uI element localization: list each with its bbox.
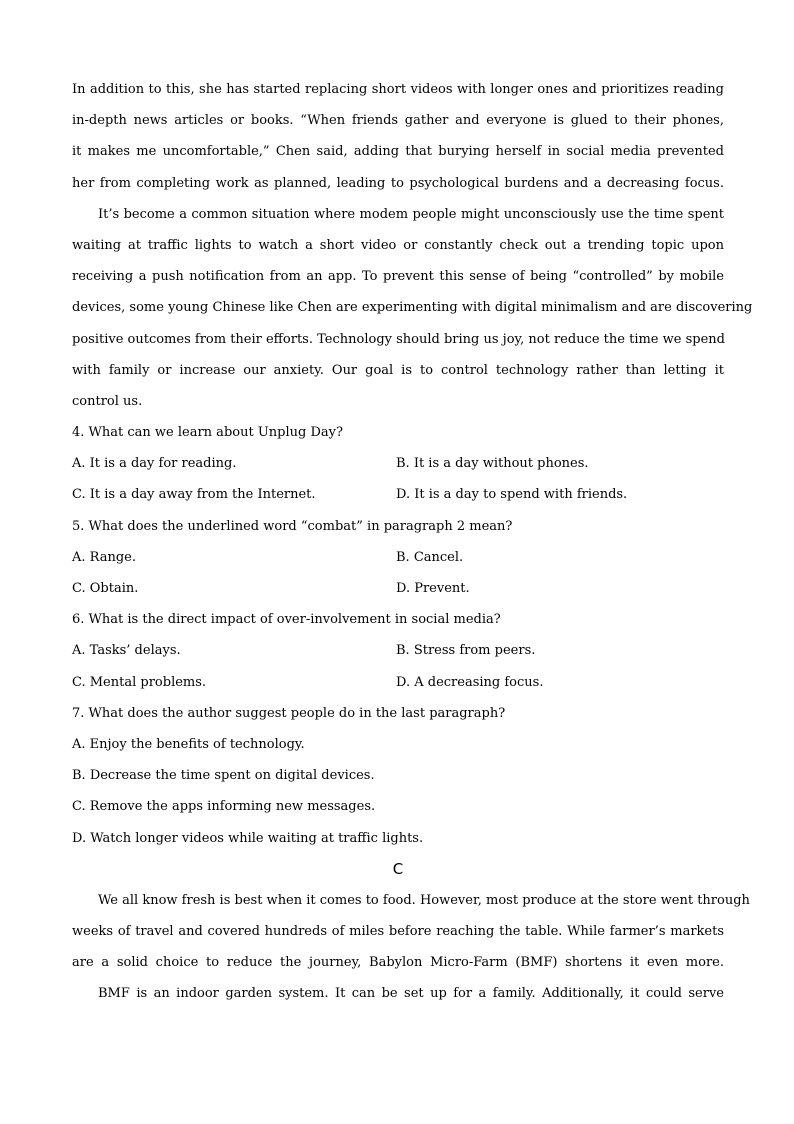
option-a: A. Range. <box>72 549 137 565</box>
text-line: BMF is an indoor garden system. It can be set up for a family. Additionally, it could serve <box>98 986 724 1002</box>
option-row <box>72 667 724 698</box>
text-line: in-depth news articles or books. “When friends gather and everyone is glued to their phones, <box>72 113 724 129</box>
passage-b-paragraph-2 <box>72 199 753 417</box>
passage-c-paragraph-1 <box>72 885 750 979</box>
text-line: control us. <box>72 393 143 409</box>
text-line: her from completing work as planned, leading to psychological burdens and a decreasing focus. <box>72 175 724 191</box>
text-line: positive outcomes from their efforts. Technology should bring us joy, not reduce the time we spend <box>72 331 725 347</box>
question-5 <box>72 511 724 605</box>
option-c: C. Mental problems. <box>72 674 207 690</box>
question-stem: 4. What can we learn about Unplug Day? <box>72 425 343 441</box>
text-line: with family or increase our anxiety. Our goal is to control technology rather than letting it <box>72 362 724 378</box>
option-b: B. It is a day without phones. <box>396 456 589 472</box>
question-4 <box>72 417 724 511</box>
option-d: D. It is a day to spend with friends. <box>396 487 628 503</box>
exam-page <box>72 74 753 1010</box>
passage-b-paragraph-1 <box>72 74 724 199</box>
option-d: D. Prevent. <box>396 581 470 596</box>
text-line: receiving a push notification from an app. To prevent this sense of being “controlled” by mobile <box>72 269 724 285</box>
question-7 <box>72 698 724 854</box>
option-row <box>72 479 724 510</box>
question-stem: 6. What is the direct impact of over-involvement in social media? <box>72 612 501 628</box>
option-row <box>72 542 724 573</box>
option-b: B. Cancel. <box>396 549 464 565</box>
option-row <box>72 573 724 604</box>
text-line: weeks of travel and covered hundreds of miles before reaching the table. While farmer’s markets <box>72 924 724 940</box>
option-c: C. It is a day away from the Internet. <box>72 487 316 503</box>
text-line: It’s become a common situation where modem people might unconsciously use the time spent <box>98 206 724 222</box>
text-line: In addition to this, she has started replacing short videos with longer ones and prioritizes reading <box>72 82 724 97</box>
text-line: devices, some young Chinese like Chen are experimenting with digital minimalism and are discovering <box>72 300 753 316</box>
text-line: We all know fresh is best when it comes to food. However, most produce at the store went through <box>98 892 750 908</box>
text-line: it makes me uncomfortable,” Chen said, adding that burying herself in social media prevented <box>72 144 724 160</box>
option-a: A. Enjoy the benefits of technology. <box>72 736 305 752</box>
option-b: B. Decrease the time spent on digital devices. <box>72 768 375 784</box>
question-stem: 7. What does the author suggest people do in the last paragraph? <box>72 705 506 721</box>
option-d: D. Watch longer videos while waiting at traffic lights. <box>72 830 424 846</box>
text-line: waiting at traffic lights to watch a short video or constantly check out a trending topic upon <box>72 237 724 253</box>
question-stem: 5. What does the underlined word “combat” in paragraph 2 mean? <box>72 518 513 534</box>
option-a: A. Tasks’ delays. <box>72 643 181 659</box>
option-c: C. Remove the apps informing new messages. <box>72 799 376 815</box>
question-6 <box>72 604 724 698</box>
option-row <box>72 635 724 666</box>
option-b: B. Stress from peers. <box>396 643 536 659</box>
section-heading: C <box>392 859 404 878</box>
option-c: C. Obtain. <box>72 581 139 596</box>
option-row <box>72 448 724 479</box>
option-a: A. It is a day for reading. <box>72 456 237 472</box>
passage-c-paragraph-2 <box>72 978 724 1009</box>
option-d: D. A decreasing focus. <box>396 674 544 690</box>
text-line: are a solid choice to reduce the journey, Babylon Micro-Farm (BMF) shortens it even more. <box>72 955 724 971</box>
